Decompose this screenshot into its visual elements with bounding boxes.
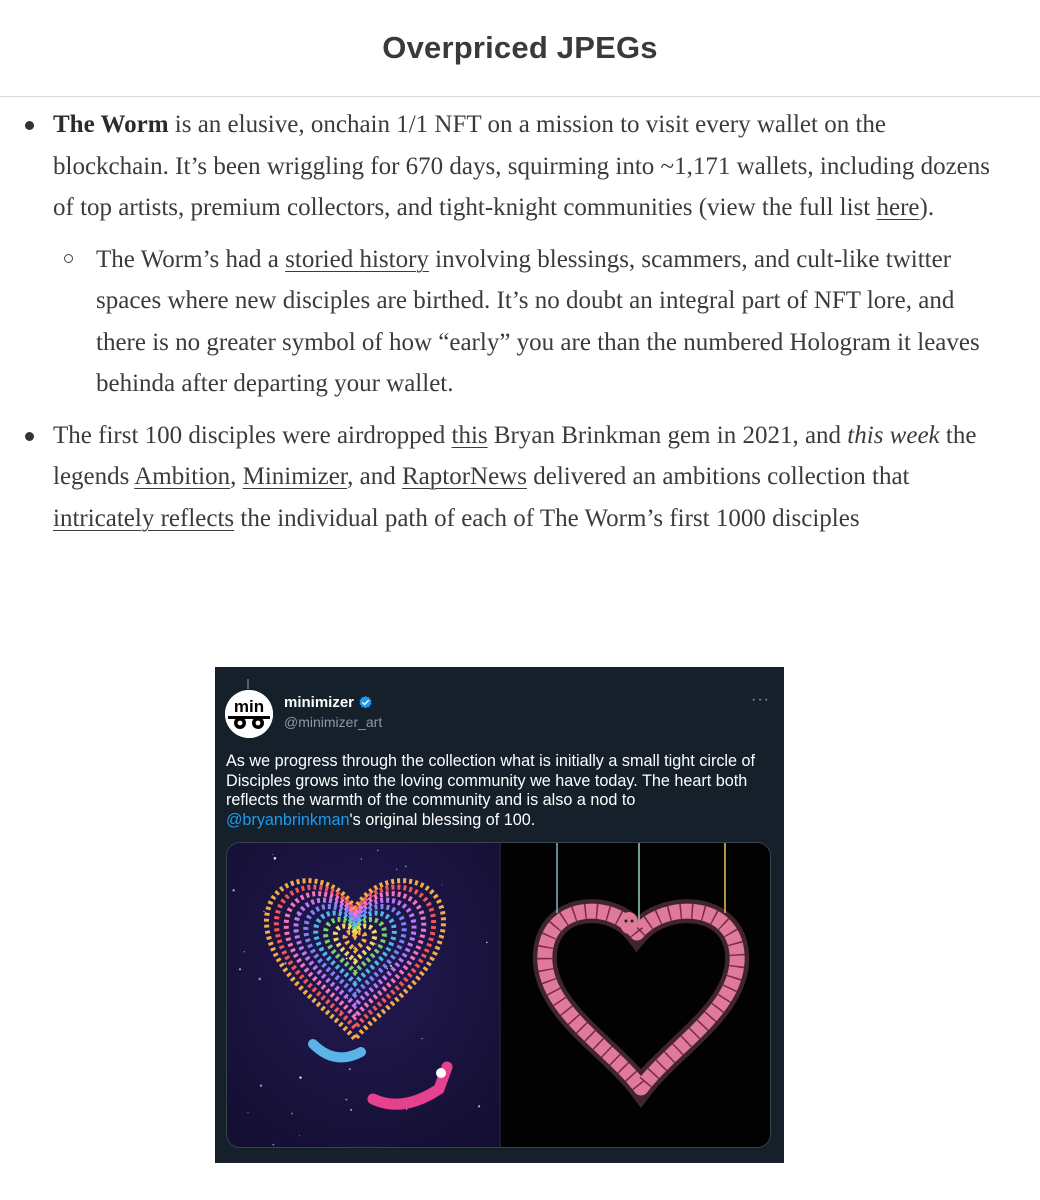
tweet-body: As we progress through the collection what is initially a small tight circle of Disciples grows into the loving community we have today. The heart both reflects the warmth of the community and is also a nod to <box>226 752 756 809</box>
mention-link[interactable]: @bryanbrinkman <box>226 810 350 829</box>
tweet-body: 's original blessing of 100. <box>349 810 536 829</box>
body-text: Bryan Brinkman gem in 2021, and <box>487 421 848 449</box>
avatar[interactable] <box>225 690 273 738</box>
bullet-list <box>0 104 1040 539</box>
body-text: , <box>230 463 243 490</box>
body-text: delivered an ambitions collection that <box>526 463 910 490</box>
storied-history-link[interactable]: storied history <box>285 245 429 273</box>
italic-text: this week <box>847 421 940 449</box>
tweet-text <box>226 752 771 830</box>
list-item <box>0 104 1040 405</box>
more-options-icon[interactable]: ··· <box>751 691 770 708</box>
verified-badge-icon <box>358 695 373 710</box>
display-name[interactable] <box>284 694 373 711</box>
raptornews-link[interactable]: RaptorNews <box>401 463 527 490</box>
page-title: Overpriced JPEGs <box>382 30 658 65</box>
body-text: , and <box>347 463 402 490</box>
embedded-tweet[interactable] <box>215 667 784 1163</box>
body-text: the legends <box>53 421 977 490</box>
here-link[interactable]: here <box>876 194 920 221</box>
bullet-icon <box>25 432 34 441</box>
media-image-left[interactable] <box>227 843 499 1147</box>
body-text: The first 100 disciples were airdropped <box>53 421 452 449</box>
this-link[interactable]: this <box>451 421 488 449</box>
body-text: ). <box>919 194 935 221</box>
sub-bullet-list <box>53 239 1000 405</box>
ambition-link[interactable]: Ambition <box>134 463 231 490</box>
list-item <box>0 415 1040 540</box>
minimizer-link[interactable]: Minimizer <box>242 463 348 490</box>
body-text: the individual path of each of The Worm’s first 1000 disciples <box>234 504 860 532</box>
hollow-bullet-icon <box>64 254 73 263</box>
worm-heart-image <box>501 843 771 1148</box>
article-body <box>0 104 1040 549</box>
display-name-text: minimizer <box>284 694 355 711</box>
svg-text:min: min <box>233 697 265 716</box>
body-text: involving blessings, scammers, and cult-like twitter spaces where new disciples are birthed. It’s no doubt an integral part of NFT lore, and there is no greater symbol of how “early” you are than the numbered Hologram it leaves behinda after departing your wallet. <box>96 245 980 397</box>
thread-line <box>247 679 249 689</box>
bullet-icon <box>25 121 34 130</box>
page-header <box>0 0 1040 97</box>
worm-title: The Worm <box>53 111 169 138</box>
minimizer-logo-icon <box>225 690 273 738</box>
body-text: The Worm’s had a <box>96 245 286 273</box>
media-image-right[interactable] <box>499 843 771 1147</box>
list-item <box>53 239 1000 405</box>
intricately-reflects-link[interactable]: intricately reflects <box>53 504 235 532</box>
body-text: is an elusive, onchain 1/1 NFT on a mission to visit every wallet on the blockchain. It’s been wriggling for 670 days, squirming into ~1,171 wallets, including dozens of top artists, premium collectors, and tight-knight communities (view the full list <box>53 111 990 221</box>
rainbow-heart-image <box>227 843 499 1148</box>
handle[interactable]: @minimizer_art <box>284 714 383 730</box>
tweet-media[interactable] <box>226 842 771 1148</box>
